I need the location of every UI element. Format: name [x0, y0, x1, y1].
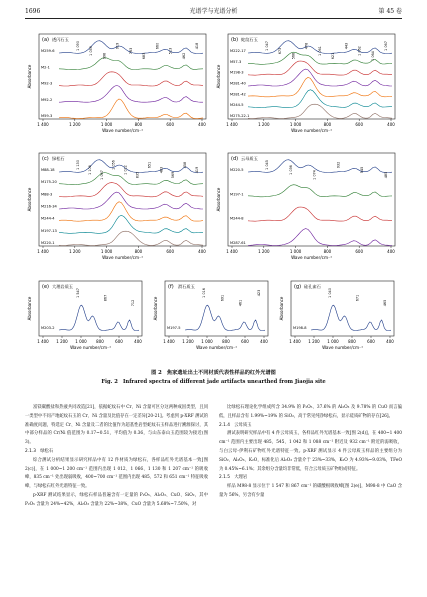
x-tick-label: 600 — [166, 122, 175, 127]
x-tick-label: 1 400 — [226, 122, 238, 127]
peak-label: 485 — [384, 171, 388, 179]
x-tick-label: 1 200 — [56, 339, 68, 344]
sample-label: M259-6 — [41, 49, 55, 53]
sample-label: M244-5 — [230, 103, 244, 108]
panel-subtitle: 云母质玉 — [241, 156, 258, 161]
x-tick-label: 1 000 — [201, 339, 213, 344]
paragraph: p-XRF 测试结果显示，绿松石样品普遍含有一定量的 P₂O₅、Al₂O₃、CuO、SiO₂，其中 P₂O₅ 含量为 24%~42%，Al₂O₃ 含量为 22%~38%，CuO 含量为 5.68%~7.50%，对 — [25, 492, 208, 507]
sample-label: M198-3 — [230, 70, 244, 75]
spectrum-panel-e — [25, 278, 145, 352]
sample-label: M92-3 — [41, 81, 53, 86]
paragraph: 富镁碳酸盐和热液共同改造[21]，依据蛇纹石中 Cr、Ni 含量可区分这两种成因类型，且同一类型中不同产地蛇纹石玉的 Cr、Ni 含量及比值存在一定差异[20-21]。考虑到 p-XRF 测试的准确度问题，特选定 Cr、Ni 含量及二者的比值作为超基性岩型蛇纹石玉样品进行溯源探讨，其中部分样品的 Cr/Ni 值范围为 0.17~0.51，平均值为 0.36，与山东泰山玉范围较为接近(图 3)。 — [25, 405, 208, 446]
peak-label: 478 — [304, 42, 309, 50]
peak-label: 1 045 — [265, 160, 269, 170]
x-tick-label: 600 — [115, 339, 123, 344]
spectrum-line — [248, 207, 392, 221]
peak-label: 867 — [103, 294, 108, 302]
section-heading: 2.1.4 云母质玉 — [219, 422, 252, 428]
panel-subtitle: 透闪石玉 — [52, 37, 69, 42]
x-tick-label: 1 400 — [37, 339, 49, 344]
spectrum-line — [248, 77, 392, 96]
panel-label: (d) — [231, 156, 239, 162]
spectrum-line — [59, 173, 203, 185]
spectrum-line — [59, 160, 203, 173]
x-tick-label: 800 — [96, 339, 104, 344]
peak-label: 569 — [171, 171, 176, 179]
peak-label: 423 — [257, 289, 261, 297]
sample-label: M203-2 — [41, 326, 55, 330]
sample-label: M59-3 — [41, 114, 53, 118]
x-tick-label: 400 — [198, 249, 206, 254]
peak-label: 1 090 — [76, 41, 80, 51]
x-tick-label: 1 200 — [182, 339, 194, 344]
paragraph: 测试表明研究样品中有 4 件云母质玉，各样品红外光谱基本一致[图 2(d)]，在 400~1 400 cm⁻¹ 范围内主要出现 485、545、1 042 和 1 088 cm⁻¹ 附近及 932 cm⁻¹ 附近的弱吸收，与白云母-伊利石矿物红外光谱特征一致。p-XRF 测试显示 4 件云母质玉样品的主要组分为 SiO₂、Al₂O₃、K₂O，标准化后 Al₂O₃ 含量介于 23%~33%，K₂O 为 4.93%~9.03%，TFeO 为 0.45%~6.1%；其余组分含量均非常低，符合云母质玉矿物组成特征。 — [219, 431, 402, 472]
peak-label: 1 130 — [76, 160, 80, 170]
spectrum-line — [248, 90, 392, 108]
spectrum-line — [59, 85, 203, 102]
peak-label: 483 — [159, 166, 164, 174]
y-axis-label: Absorbance — [216, 64, 221, 89]
peak-label: 691 — [220, 294, 225, 302]
sample-label: M220-5 — [230, 168, 244, 172]
sample-label: M275-22-1 — [230, 114, 250, 118]
panel-subtitle: 绿松石 — [52, 156, 65, 161]
peak-label: 683 — [142, 52, 147, 60]
spectrum-svg — [214, 150, 398, 262]
x-tick-label: 600 — [355, 249, 364, 254]
x-tick-label: 1 200 — [258, 122, 270, 127]
peak-label: 458 — [183, 161, 188, 169]
right-column — [219, 404, 402, 501]
paragraph: 比绿松石理论化学组成所含 34.9% 的 P₂O₅、37.6% 的 Al₂O₃ 及 9.78% 的 CuO 而言偏低，且样品含有 1.99%~19% 的 SiO₂，高于常见纯净绿松石，显示硅质矿物的存在[26]。 — [219, 405, 402, 419]
sample-label: M175-20 — [41, 180, 57, 185]
paragraph: 样品 M98-8 显示位于 1 547 和 867 cm⁻¹ 的碳酸根吸收峰[图 2(e)]，M98-8 中 CaO 含量为 56%，另含有少量 — [219, 484, 402, 498]
spectrum-panel-d — [214, 150, 398, 262]
panel-subtitle: 硅孔雀石 — [304, 284, 321, 289]
x-tick-label: 800 — [348, 339, 356, 344]
peak-label: 712 — [131, 299, 135, 307]
x-tick-label: 1 000 — [289, 249, 302, 254]
x-tick-label: 1 400 — [163, 339, 175, 344]
x-tick-label: 1 000 — [289, 122, 302, 127]
journal-title: 光谱学与光谱分析 — [189, 8, 238, 15]
peak-label: 461 — [238, 299, 243, 307]
x-axis-label: Wave number/cm⁻¹ — [322, 345, 363, 350]
x-tick-label: 1 400 — [37, 249, 49, 254]
sample-label: M197-5 — [167, 326, 181, 330]
x-tick-label: 1 400 — [226, 249, 238, 254]
x-tick-label: 800 — [134, 249, 143, 254]
sample-label: M88-3 — [41, 192, 53, 197]
peak-label: 621 — [331, 52, 336, 60]
sample-label: M220-1 — [41, 241, 55, 245]
peak-label: 932 — [336, 161, 341, 169]
x-tick-label: 800 — [222, 339, 230, 344]
spectrum-line — [59, 183, 203, 197]
sample-label: M57-3 — [230, 59, 242, 64]
x-tick-label: 400 — [134, 339, 142, 344]
x-axis-label: Wave number/cm⁻¹ — [196, 345, 237, 350]
x-tick-label: 400 — [387, 249, 395, 254]
x-tick-label: 1 400 — [289, 339, 301, 344]
sample-label: M281-42 — [230, 92, 246, 97]
section-heading: 2.1.3 绿松石 — [25, 448, 54, 454]
y-axis-label: Absorbance — [216, 187, 221, 212]
peak-label: 673 — [278, 47, 283, 55]
peak-label: 513 — [168, 47, 173, 55]
figure-caption-cn — [25, 369, 402, 377]
section-heading: 2.1.5 大理岩 — [219, 475, 248, 481]
spectrum-line — [59, 72, 203, 86]
panel-label: (e) — [42, 284, 49, 290]
peak-label: 1 012 — [123, 165, 128, 175]
spectrum-line — [59, 192, 203, 209]
figure-caption-en — [25, 378, 402, 386]
x-tick-label: 400 — [198, 122, 206, 127]
peak-label: 1 106 — [87, 165, 92, 175]
peak-label: 1 061 — [317, 46, 322, 56]
peak-label: 1 040 — [328, 288, 332, 298]
x-tick-label: 400 — [387, 122, 395, 127]
peak-label: 443 — [344, 42, 349, 50]
x-axis-label: Wave number/cm⁻¹ — [102, 255, 143, 260]
x-tick-label: 400 — [260, 339, 268, 344]
x-tick-label: 1 400 — [37, 122, 49, 127]
x-tick-label: 600 — [355, 122, 364, 127]
panel-label: (f) — [168, 284, 174, 290]
peak-label: 1 064 — [370, 51, 375, 61]
peak-label: 660 — [155, 42, 160, 50]
x-axis-label: Wave number/cm⁻¹ — [291, 255, 332, 260]
spectrum-line — [311, 305, 391, 330]
sample-label: M2-1 — [41, 65, 50, 70]
sample-label: M281-40 — [230, 81, 246, 86]
caption-en-text: Fig. 2 Infrared spectra of different jade artifacts unearthed from Jiaojia site — [101, 379, 326, 385]
caption-cn-text: 图 2 焦家遗址出土不同材质代表性样品的红外光谱图 — [151, 370, 276, 376]
peak-label: 545 — [360, 166, 365, 174]
x-axis-label: Wave number/cm⁻¹ — [102, 128, 143, 133]
x-tick-label: 1 000 — [100, 122, 113, 127]
x-tick-label: 600 — [241, 339, 249, 344]
sample-label: M216-34 — [41, 204, 57, 209]
spectrum-line — [248, 229, 392, 246]
spectrum-svg — [25, 31, 209, 135]
spectrum-line — [59, 305, 139, 330]
x-tick-label: 1 000 — [327, 339, 339, 344]
spectrum-panel-g — [277, 278, 397, 352]
panel-subtitle: 滑石质玉 — [178, 284, 195, 289]
spectrum-line — [59, 231, 203, 245]
sample-label: M92-2 — [41, 97, 53, 102]
spectrum-line — [59, 215, 203, 233]
spectrum-svg — [214, 31, 398, 135]
x-tick-label: 800 — [134, 122, 143, 127]
peak-label: 419 — [195, 166, 199, 174]
panel-subtitle: 大理岩质玉 — [52, 284, 73, 289]
sample-label: M244-4 — [41, 216, 55, 221]
x-axis-label: Wave number/cm⁻¹ — [291, 128, 332, 133]
left-column — [25, 404, 208, 510]
spectrum-line — [248, 160, 392, 173]
peak-label: 568 — [291, 52, 296, 60]
spectrum-panel-f — [151, 278, 271, 352]
spectrum-svg — [151, 278, 271, 352]
peak-label: 1 062 — [357, 46, 362, 56]
peak-label: 462 — [181, 52, 186, 60]
sample-label: M198-8 — [293, 326, 307, 330]
spectrum-line — [59, 202, 203, 222]
page-number: 1696 — [25, 8, 41, 15]
peak-label: 1 036 — [288, 165, 293, 175]
x-tick-label: 1 200 — [258, 249, 270, 254]
peak-label: 1 074 — [312, 170, 317, 180]
peak-label: 1 059 — [89, 46, 94, 56]
x-axis-label: Wave number/cm⁻¹ — [70, 345, 111, 350]
spectrum-line — [248, 61, 392, 75]
y-axis-label: Absorbance — [279, 296, 284, 321]
peak-label: 998 — [102, 52, 107, 60]
sample-label: M197-1 — [230, 192, 244, 197]
peak-label: 465 — [383, 299, 387, 307]
panel-label: (c) — [42, 156, 49, 162]
y-axis-label: Absorbance — [27, 296, 32, 321]
peak-label: 1 056 — [111, 160, 116, 170]
running-header — [25, 7, 402, 17]
peak-label: 1 067 — [99, 170, 104, 180]
spectrum-line — [248, 185, 392, 197]
x-tick-label: 1 200 — [69, 122, 81, 127]
sample-label: M88-18 — [41, 168, 55, 172]
peak-label: 1 047 — [265, 41, 269, 51]
sample-label: M222-17 — [230, 49, 246, 53]
x-tick-label: 1 000 — [100, 249, 113, 254]
x-tick-label: 1 200 — [308, 339, 320, 344]
spectrum-svg — [25, 278, 145, 352]
sample-label: M287-61 — [230, 241, 246, 245]
y-axis-label: Absorbance — [27, 187, 32, 212]
header-rule — [25, 18, 402, 19]
panel-label: (b) — [231, 37, 239, 43]
sample-label: M197-13 — [41, 228, 57, 233]
x-tick-label: 600 — [166, 249, 175, 254]
peak-label: 418 — [195, 42, 199, 50]
panel-subtitle: 蛇纹石玉 — [241, 37, 258, 42]
spectrum-line — [248, 69, 392, 86]
spectrum-svg — [25, 150, 209, 262]
peak-label: 919 — [115, 42, 120, 50]
x-tick-label: 1 000 — [75, 339, 87, 344]
peak-label: 835 — [135, 171, 140, 179]
spectrum-line — [248, 104, 392, 118]
spectrum-line — [185, 305, 265, 330]
plot-frame — [228, 153, 395, 246]
volume-label: 第 45 卷 — [378, 8, 402, 15]
peak-label: 1 067 — [384, 41, 388, 51]
x-tick-label: 600 — [367, 339, 375, 344]
spectrum-panel-a — [25, 31, 209, 135]
peak-label: 671 — [355, 294, 360, 302]
spectrum-panel-c — [25, 150, 209, 262]
peak-label: 651 — [147, 161, 152, 169]
y-axis-label: Absorbance — [153, 296, 158, 321]
panel-label: (g) — [294, 284, 302, 290]
peak-label: 1 016 — [202, 288, 206, 298]
sample-label: M244-8 — [230, 216, 244, 221]
paragraph: 综合测试分析结果显示研究样品中有 12 件材质为绿松石，各样品红外光谱基本一致[图 2(c)]，在 1 000~1 200 cm⁻¹ 范围内出现 1 012、1 066、1 130 和 1 207 cm⁻¹ 的吸收峰，835 cm⁻¹ 处出现弱吸收，400~700 cm⁻¹ 范围内出现 485、572 和 651 cm⁻¹ 特征吸收峰，与绿松石红外光谱特征一致。 — [25, 457, 208, 490]
spectrum-panel-b — [214, 31, 398, 135]
y-axis-label: Absorbance — [27, 64, 32, 89]
spectrum-svg — [277, 278, 397, 352]
x-tick-label: 1 200 — [69, 249, 81, 254]
x-tick-label: 800 — [323, 249, 332, 254]
peak-label: 763 — [128, 47, 133, 55]
panel-label: (a) — [42, 37, 49, 43]
x-tick-label: 800 — [323, 122, 332, 127]
peak-label: 1 547 — [76, 288, 80, 298]
x-tick-label: 400 — [386, 339, 394, 344]
